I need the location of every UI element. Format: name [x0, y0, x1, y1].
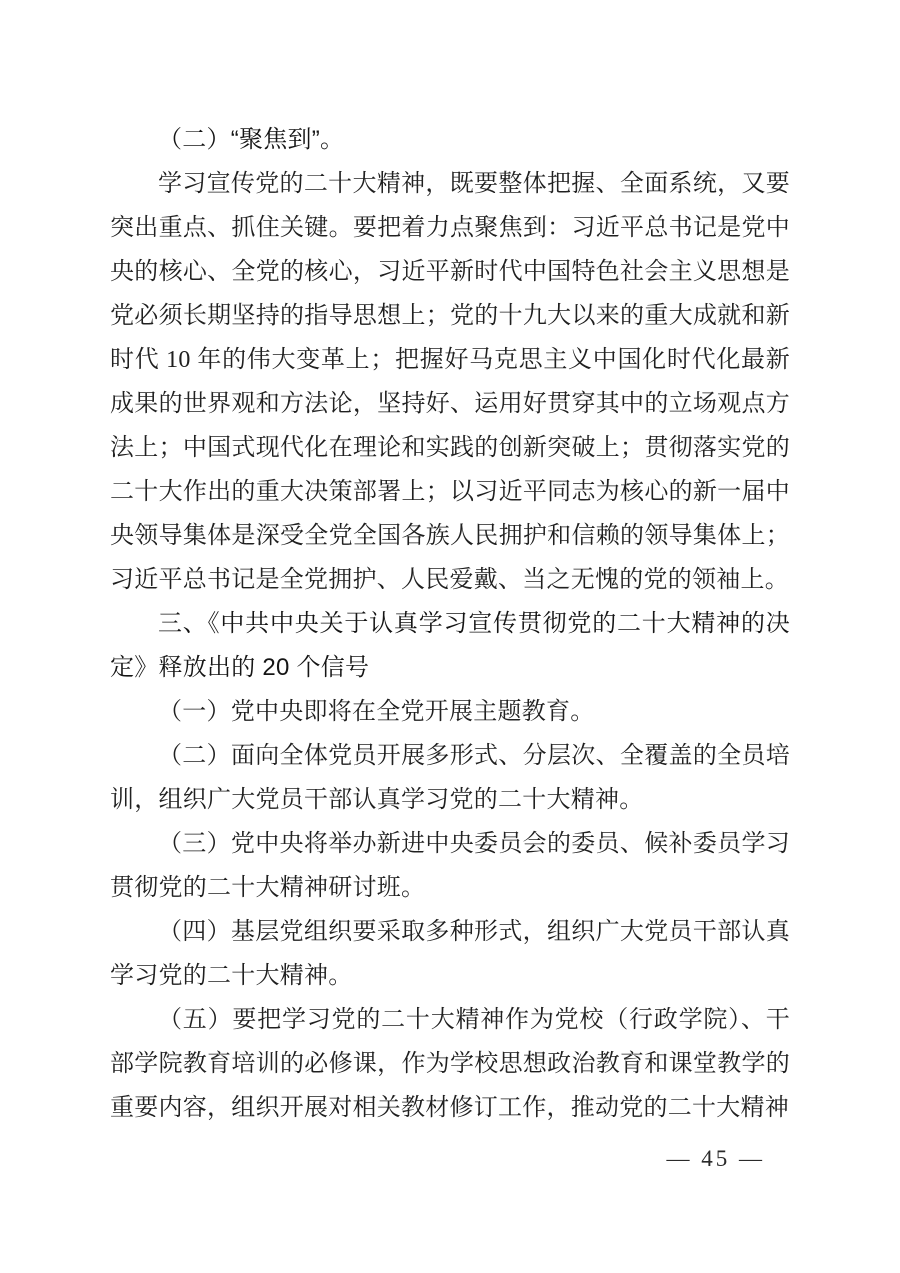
signal-item-5: （五）要把学习党的二十大精神作为党校（行政学院）、干部学院教育培训的必修课，作为学校思想政治教育和课堂教学的重要内容，组织开展对相关教材修订工作，推动党的二十大精神 — [110, 1007, 790, 1121]
section-heading-signals: 三、《中共中央关于认真学习宣传贯彻党的二十大精神的决定》释放出的 20 个信号 — [110, 610, 790, 681]
page-number: — 45 — — [666, 1146, 765, 1171]
subsection-heading-focus: （二）“聚焦到”。 — [158, 126, 345, 153]
signal-item-3: （三）党中央将举办新进中央委员会的委员、候补委员学习贯彻党的二十大精神研讨班。 — [110, 831, 790, 901]
page-content — [110, 118, 790, 1130]
signal-item-2: （二）面向全体党员开展多形式、分层次、全覆盖的全员培训，组织广大党员干部认真学习党的二十大精神。 — [110, 743, 790, 813]
signal-item-1: （一）党中央即将在全党开展主题教育。 — [158, 699, 595, 725]
focus-paragraph: 学习宣传党的二十大精神，既要整体把握、全面系统，又要突出重点、抓住关键。要把着力点聚焦到：习近平总书记是党中央的核心、全党的核心，习近平新时代中国特色社会主义思想是党必须长期坚持的指导思想上；党的十九大以来的重大成就和新时代 10 年的伟大变革上；把握好马克思主义中国化时代化最新成果的世界观和方法论，坚持好、运用好贯穿其中的立场观点方法上；中国式现代化在理论和实践的创新突破上；贯彻落实党的二十大作出的重大决策部署上；以习近平同志为核心的新一届中央领导集体是深受全党全国各族人民拥护和信赖的领导集体上；习近平总书记是全党拥护、人民爱戴、当之无愧的党的领袖上。 — [110, 171, 790, 593]
signal-item-4: （四）基层党组织要采取多种形式，组织广大党员干部认真学习党的二十大精神。 — [110, 919, 790, 989]
